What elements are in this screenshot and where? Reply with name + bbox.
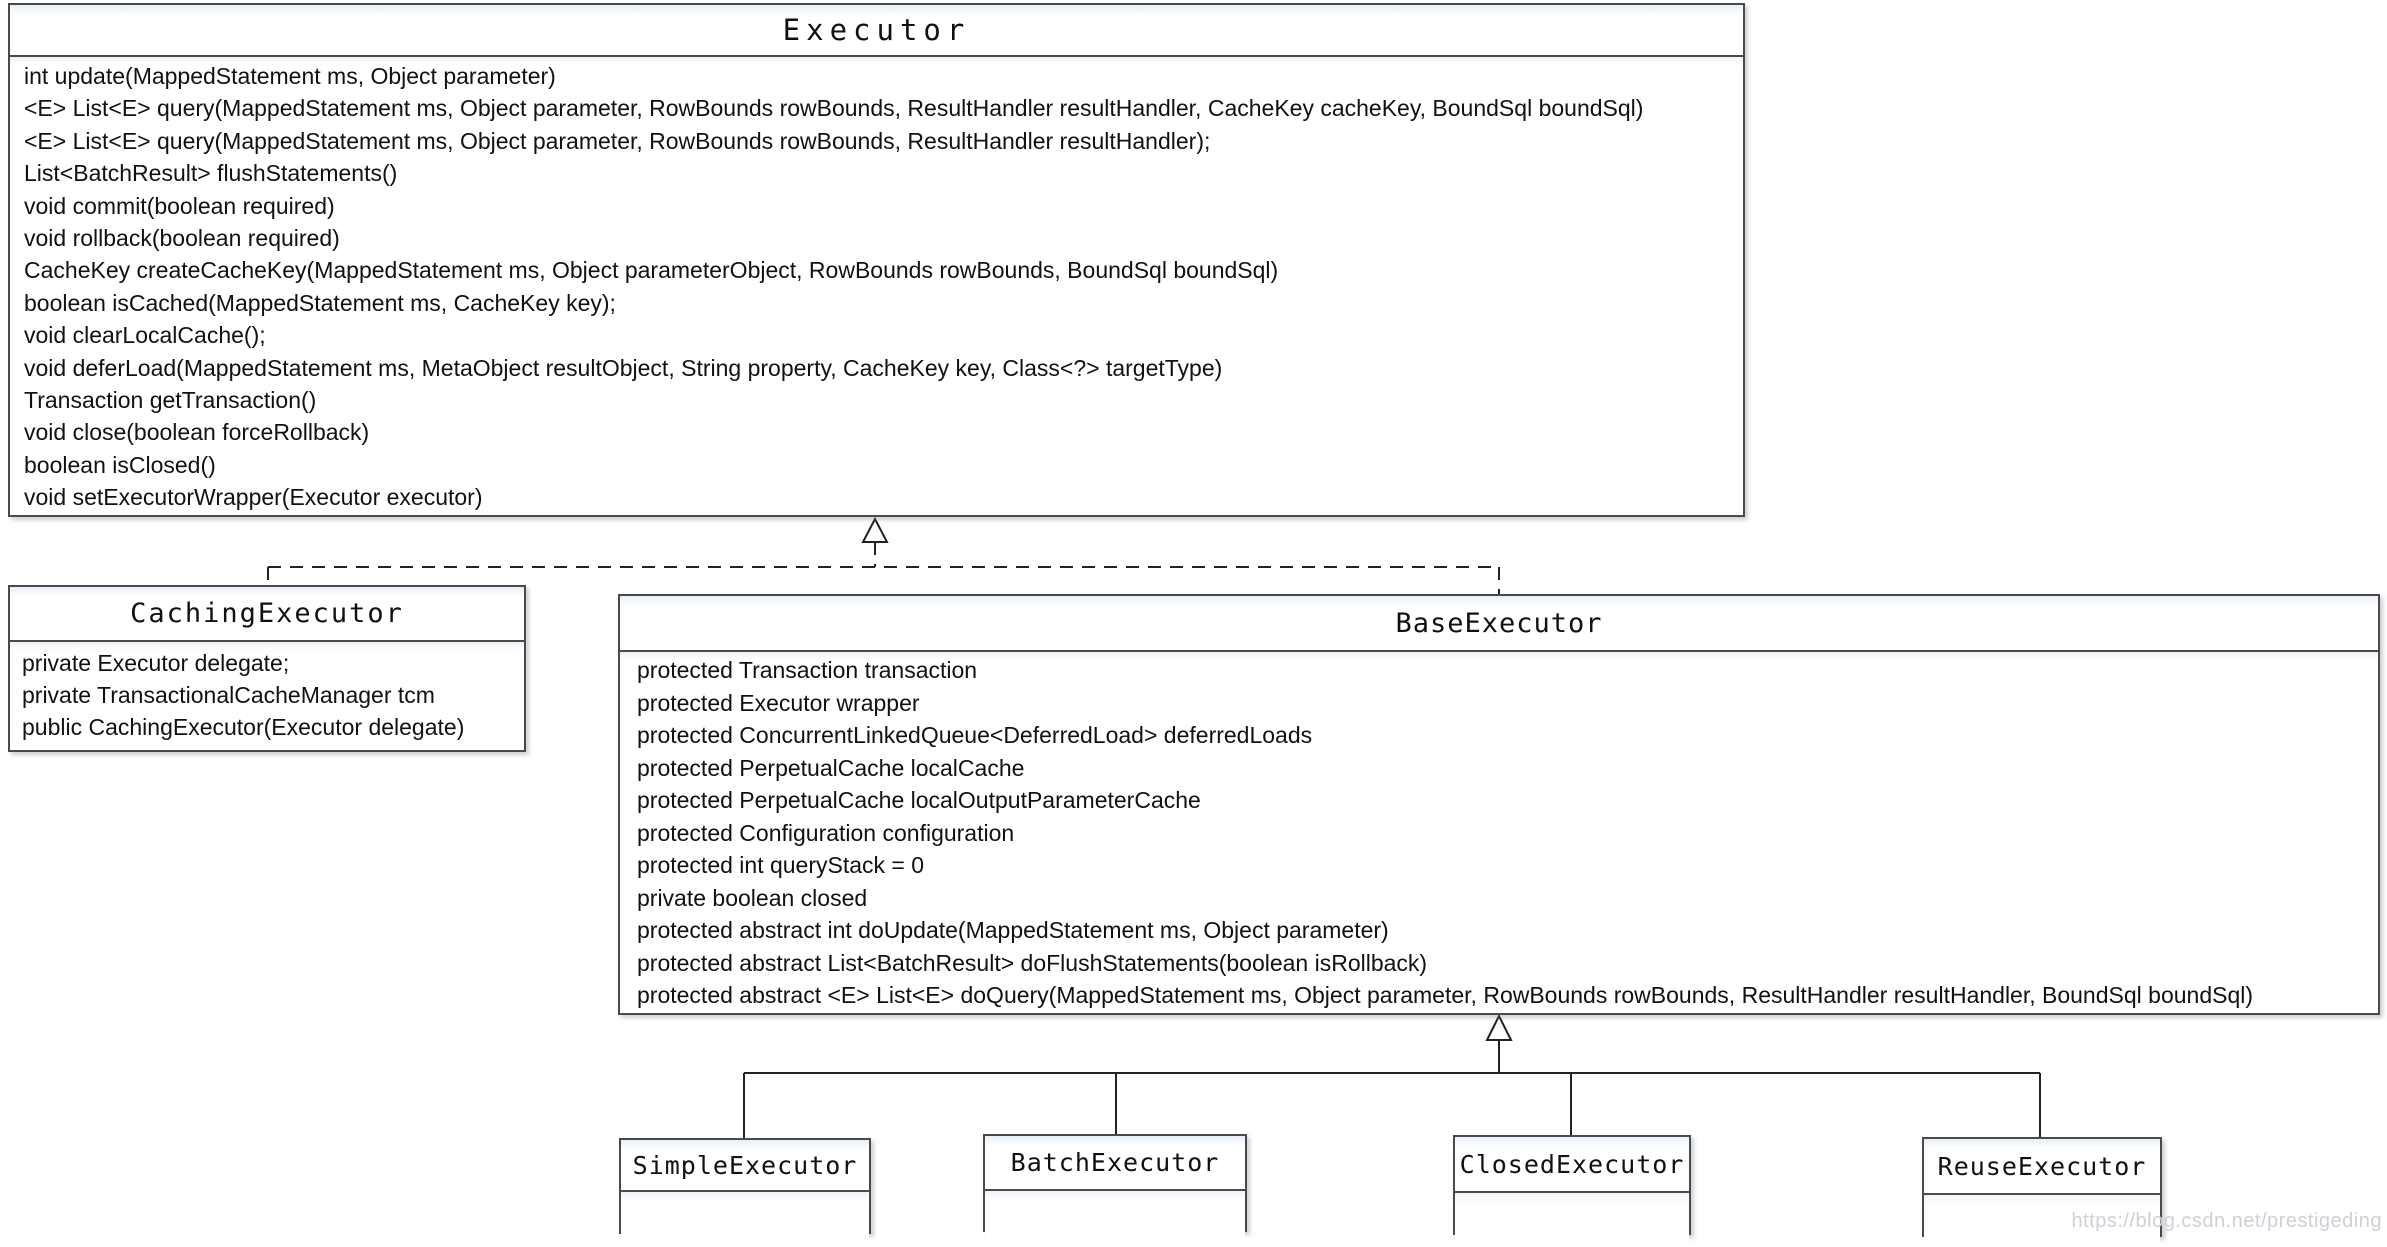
watermark: https://blog.csdn.net/prestigeding bbox=[2071, 1210, 2382, 1232]
member-row: private TransactionalCacheManager tcm bbox=[22, 682, 435, 708]
realization-arrowhead-icon bbox=[863, 519, 887, 542]
member-row: protected Executor wrapper bbox=[637, 689, 920, 716]
member-row: private Executor delegate; bbox=[22, 650, 290, 676]
class-title-simpleexecutor: SimpleExecutor bbox=[621, 1140, 869, 1192]
class-box-batchexecutor bbox=[983, 1134, 1247, 1232]
member-list-baseexecutor bbox=[620, 652, 2378, 1011]
class-title-baseexecutor: BaseExecutor bbox=[620, 596, 2378, 652]
class-box-simpleexecutor bbox=[619, 1138, 871, 1234]
member-row: protected abstract <E> List<E> doQuery(MappedStatement ms, Object parameter, RowBounds rowBounds, ResultHandler resultHandler, BoundSql boundSql) bbox=[637, 982, 2254, 1008]
method-row: void rollback(boolean required) bbox=[24, 225, 340, 252]
class-title-cachingexecutor: CachingExecutor bbox=[10, 587, 524, 642]
method-row: void setExecutorWrapper(Executor executor) bbox=[24, 484, 483, 511]
method-row: void clearLocalCache(); bbox=[24, 322, 266, 349]
method-row: List<BatchResult> flushStatements() bbox=[24, 160, 398, 187]
class-title-batchexecutor: BatchExecutor bbox=[985, 1136, 1245, 1191]
member-row: protected abstract int doUpdate(MappedStatement ms, Object parameter) bbox=[637, 917, 1389, 943]
method-row: boolean isCached(MappedStatement ms, CacheKey key); bbox=[24, 289, 616, 316]
class-box-cachingexecutor bbox=[8, 585, 526, 752]
method-row: void commit(boolean required) bbox=[24, 192, 335, 219]
member-row: protected PerpetualCache localOutputParameterCache bbox=[637, 787, 1201, 813]
method-row: void close(boolean forceRollback) bbox=[24, 419, 370, 446]
method-row: Transaction getTransaction() bbox=[24, 387, 317, 414]
class-box-closedexecutor bbox=[1453, 1135, 1691, 1235]
inheritance-arrowhead-icon bbox=[1487, 1016, 1511, 1040]
member-row: protected abstract List<BatchResult> doFlushStatements(boolean isRollback) bbox=[637, 949, 1428, 976]
member-row: protected Transaction transaction bbox=[637, 657, 978, 683]
empty-compartment bbox=[1455, 1193, 1689, 1247]
empty-compartment bbox=[621, 1192, 869, 1247]
member-list-cachingexecutor bbox=[10, 642, 524, 748]
member-row: protected int queryStack = 0 bbox=[637, 852, 925, 878]
method-row: <E> List<E> query(MappedStatement ms, Object parameter, RowBounds rowBounds, ResultHandler resultHandler); bbox=[24, 127, 1211, 154]
method-row: boolean isClosed() bbox=[24, 451, 216, 478]
member-row: protected PerpetualCache localCache bbox=[637, 754, 1025, 781]
class-title-reuseexecutor: ReuseExecutor bbox=[1924, 1139, 2160, 1195]
member-row: public CachingExecutor(Executor delegate) bbox=[22, 714, 465, 740]
member-row: protected Configuration configuration bbox=[637, 819, 1015, 846]
method-list-executor bbox=[10, 57, 1743, 513]
class-box-executor bbox=[8, 3, 1745, 517]
member-row: private boolean closed bbox=[637, 884, 868, 911]
method-row: CacheKey createCacheKey(MappedStatement ms, Object parameterObject, RowBounds rowBounds, BoundSql boundSql) bbox=[24, 257, 1279, 284]
method-row: int update(MappedStatement ms, Object parameter) bbox=[24, 63, 556, 89]
class-title-executor: Executor bbox=[10, 5, 1743, 57]
class-box-baseexecutor bbox=[618, 594, 2380, 1015]
member-row: protected ConcurrentLinkedQueue<DeferredLoad> deferredLoads bbox=[637, 722, 1313, 748]
empty-compartment bbox=[985, 1191, 1245, 1247]
class-title-closedexecutor: ClosedExecutor bbox=[1455, 1137, 1689, 1193]
method-row: <E> List<E> query(MappedStatement ms, Object parameter, RowBounds rowBounds, ResultHandler resultHandler, CacheKey cacheKey, BoundSql boundSql) bbox=[24, 95, 1644, 122]
method-row: void deferLoad(MappedStatement ms, MetaObject resultObject, String property, CacheKey key, Class<?> targetType) bbox=[24, 354, 1223, 381]
